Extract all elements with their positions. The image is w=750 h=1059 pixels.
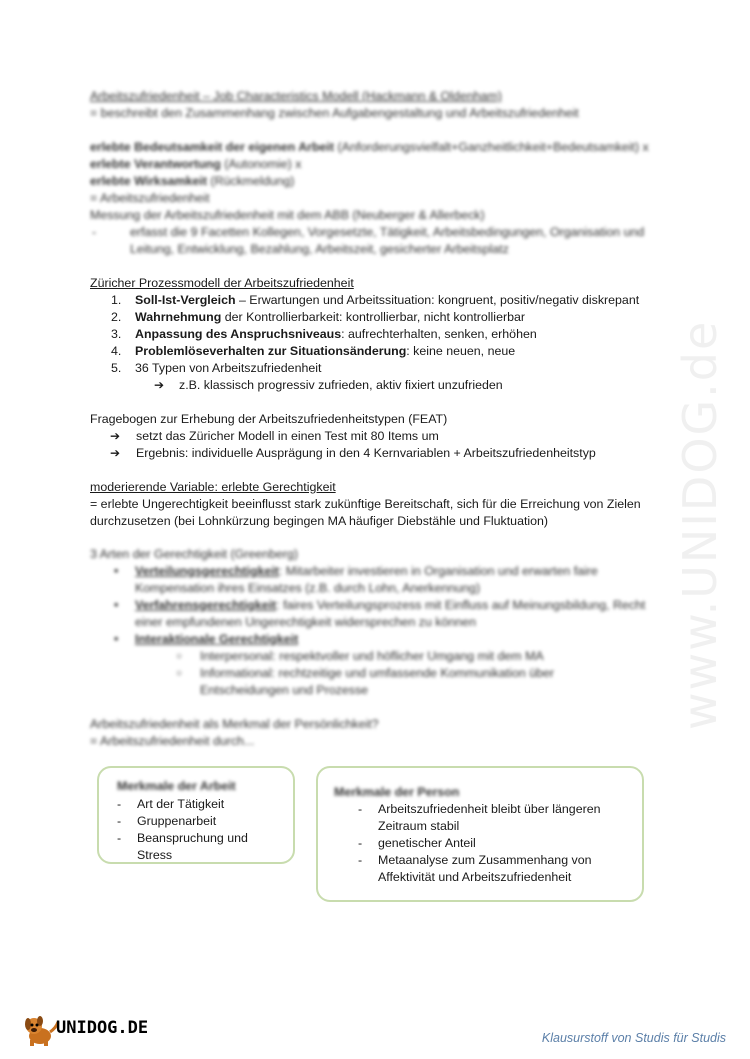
list-item: • Verfahrensgerechtigkeit: faires Verteilungsprozess mit Einfluss auf Meinungsbildung, Recht einer empfundenen Ungerechtigkeit widersprechen zu können — [90, 597, 670, 631]
text-line: erlebte Wirksamkeit (Rückmeldung) — [90, 174, 295, 188]
arrow-right-icon: ➔ — [110, 446, 121, 460]
list-item: - erfasst die 9 Facetten Kollegen, Vorgesetzte, Tätigkeit, Arbeitsbedingungen, Organisation und Leitung, Entwicklung, Bezahlung, Arbeitszeit, gesicherter Arbeitsplatz — [90, 224, 670, 258]
list-item: • Interaktionale Gerechtigkeit — [90, 631, 670, 648]
list-item: ○ Interpersonal: respektvoller und höflicher Umgang mit dem MA — [90, 648, 670, 665]
numbered-list — [90, 292, 670, 377]
box-merkmale-arbeit — [97, 766, 295, 864]
blurred-mid-section — [90, 546, 670, 750]
arrow-sub-item: ➔ z.B. klassisch progressiv zufrieden, aktiv fixiert unzufrieden — [154, 378, 503, 392]
arrow-item: ➔ setzt das Züricher Modell in einen Test mit 80 Items um — [110, 429, 439, 443]
footer-tagline: Klausurstoff von Studis für Studis — [541, 1031, 726, 1045]
text-line: = erlebte Ungerechtigkeit beeinflusst stark zukünftige Bereitschaft, sich für die Erreichung von Zielen — [90, 497, 641, 511]
arrow-right-icon: ➔ — [154, 378, 165, 392]
text-line: erlebte Verantwortung (Autonomie) x — [90, 157, 302, 171]
text-line: = Arbeitszufriedenheit durch... — [90, 734, 255, 748]
list-item: 4. Problemlöseverhalten zur Situationsänderung: keine neuen, neue — [111, 344, 516, 358]
list-item: 3. Anpassung des Anspruchsniveaus: aufrechterhalten, senken, erhöhen — [111, 327, 537, 341]
list-item: • Verteilungsgerechtigkeit: Mitarbeiter investieren in Organisation und erwarten faire Kompensation ihres Einsatzes (z.B. durch Lohn, Anerkennung) — [90, 563, 670, 597]
text-line: erlebte Bedeutsamkeit der eigenen Arbeit (Anforderungsvielfalt+Ganzheitlichkeit+Bedeutsamkeit) x — [90, 140, 649, 154]
list-item: - Arbeitszufriedenheit bleibt über längeren Zeitraum stabil — [354, 801, 634, 835]
arrow-item: ➔ Ergebnis: individuelle Ausprägung in den 4 Kernvariablen + Arbeitszufriedenheitstyp — [110, 446, 596, 460]
watermark: www.UNIDOG.de — [673, 319, 727, 730]
list-item: ○ Informational: rechtzeitige und umfassende Kommunikation über Entscheidungen und Prozesse — [90, 665, 670, 699]
text-line: = Arbeitszufriedenheit — [90, 191, 210, 205]
list-item: 1. Soll-Ist-Vergleich – Erwartungen und Arbeitssituation: kongruent, positiv/negativ diskrepant — [111, 293, 640, 307]
moderierende-section — [90, 479, 670, 530]
section-heading: Züricher Prozessmodell der Arbeitszufriedenheit — [90, 276, 354, 290]
box-merkmale-person — [316, 766, 644, 902]
box-title: Merkmale der Arbeit — [117, 779, 236, 793]
text-line: durchzusetzen (bei Lohnkürzung begingen MA häufiger Diebstähle und Fluktuation) — [90, 514, 549, 528]
logo-text: UNIDOG.DE — [56, 1018, 149, 1038]
list-item: - Gruppenarbeit — [113, 813, 283, 830]
section-title-jcm: Arbeitszufriedenheit – Job Characteristics Modell (Hackmann & Oldenham) — [90, 89, 502, 103]
list-item: - Metaanalyse zum Zusammenhang von Affektivität und Arbeitszufriedenheit — [354, 852, 634, 886]
list-item: 5. 36 Typen von Arbeitszufriedenheit — [111, 361, 322, 375]
text-line: Messung der Arbeitszufriedenheit mit dem ABB (Neuberger & Allerbeck) — [90, 208, 485, 222]
text-line: Arbeitszufriedenheit als Merkmal der Persönlichkeit? — [90, 717, 379, 731]
zuricher-section — [90, 275, 670, 394]
unidog-logo — [22, 1012, 162, 1048]
list-item: - Beanspruchung und Stress — [113, 830, 283, 864]
list-item: 2. Wahrnehmung der Kontrollierbarkeit: kontrollierbar, nicht kontrollierbar — [111, 310, 525, 324]
list-item: - genetischer Anteil — [354, 835, 634, 852]
box-list — [113, 796, 283, 864]
text-line: = beschreibt den Zusammenhang zwischen Aufgabengestaltung und Arbeitszufriedenheit — [90, 106, 579, 120]
box-title: Merkmale der Person — [334, 785, 460, 799]
blurred-top-section — [90, 88, 670, 258]
box-list — [354, 801, 634, 886]
section-heading: 3 Arten der Gerechtigkeit (Greenberg) — [90, 547, 298, 561]
list-item: - Art der Tätigkeit — [113, 796, 283, 813]
section-heading: moderierende Variable: erlebte Gerechtigkeit — [90, 480, 336, 494]
feat-section — [90, 411, 670, 462]
section-heading: Fragebogen zur Erhebung der Arbeitszufriedenheitstypen (FEAT) — [90, 412, 448, 426]
arrow-right-icon: ➔ — [110, 429, 121, 443]
